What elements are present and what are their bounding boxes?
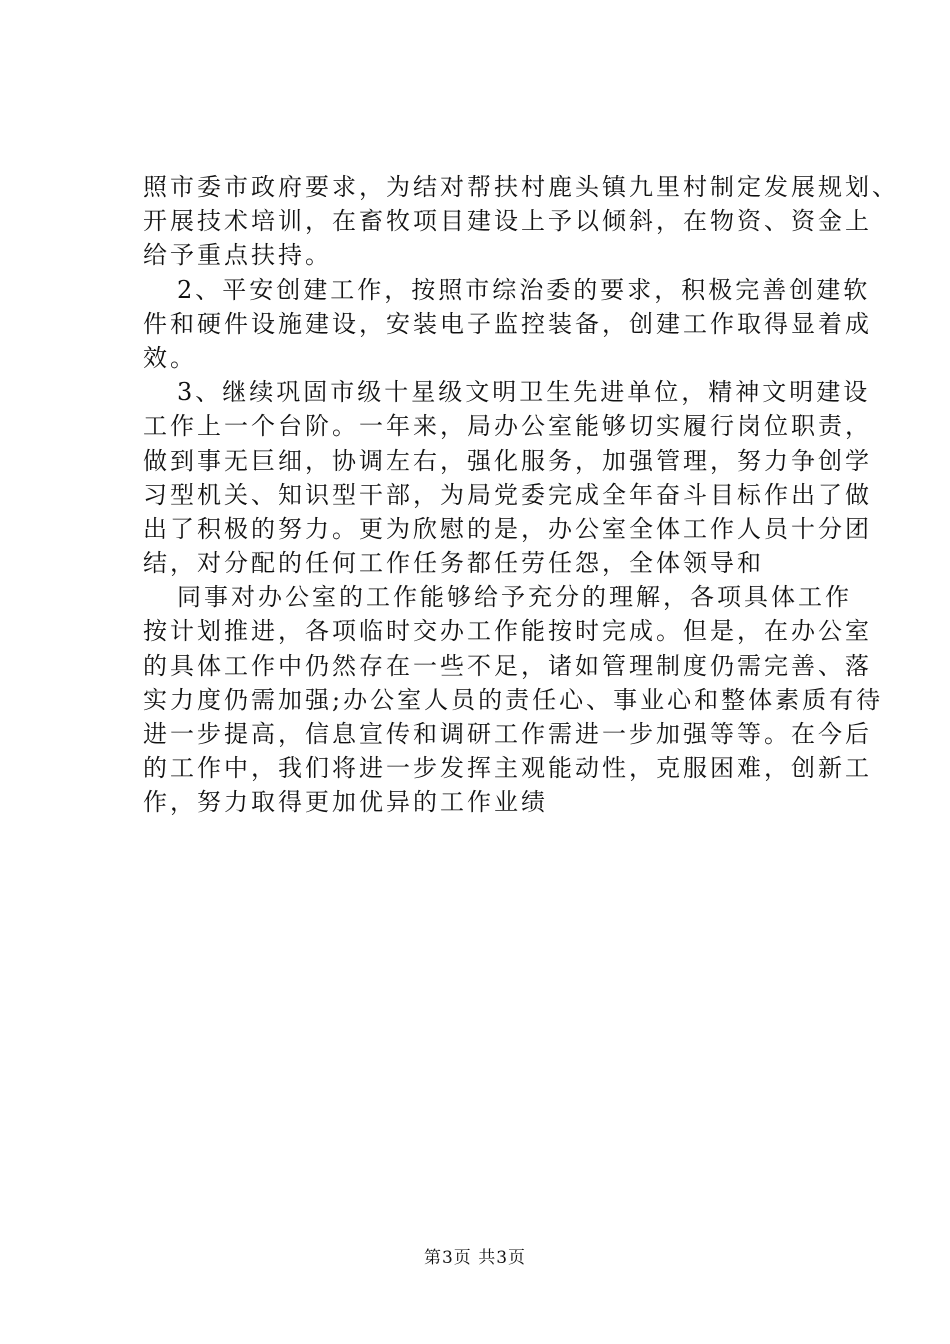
text-line: 的工作中，我们将进一步发挥主观能动性，克服困难，创新工 (143, 754, 872, 783)
text-line: 给予重点扶持。 (143, 241, 332, 270)
text-line: 做到事无巨细，协调左右，强化服务，加强管理，努力争创学 (143, 446, 872, 475)
text-line: 件和硬件设施建设，安装电子监控装备，创建工作取得显着成 (143, 309, 872, 338)
text-line: 结，对分配的任何工作任务都任劳任怨，全体领导和 (143, 549, 764, 578)
text-line: 2、平安创建工作，按照市综治委的要求，积极完善创建软 (177, 275, 871, 304)
text-line: 工作上一个台阶。一年来，局办公室能够切实履行岗位职责， (143, 412, 872, 441)
text-line: 进一步提高，信息宣传和调研工作需进一步加强等等。在今后 (143, 720, 872, 748)
body-text (143, 170, 899, 820)
text-line: 效。 (143, 343, 197, 372)
text-line: 习型机关、知识型干部，为局党委完成全年奋斗目标作出了做 (143, 480, 872, 509)
text-line: 同事对办公室的工作能够给予充分的理解，各项具体工作 (177, 583, 852, 612)
text-line: 作，努力取得更加优异的工作业绩 (143, 788, 548, 817)
text-line: 开展技术培训，在畜牧项目建设上予以倾斜，在物资、资金上 (143, 207, 872, 236)
text-line: 实力度仍需加强;办公室人员的责任心、事业心和整体素质有待 (143, 685, 884, 714)
text-line: 照市委市政府要求，为结对帮扶村鹿头镇九里村制定发展规划、 (143, 173, 899, 201)
text-line: 按计划推进，各项临时交办工作能按时完成。但是，在办公室 (143, 617, 872, 646)
text-line: 出了积极的努力。更为欣慰的是，办公室全体工作人员十分团 (143, 514, 872, 543)
text-line: 3、继续巩固市级十星级文明卫生先进单位，精神文明建设 (177, 378, 871, 407)
text-line: 的具体工作中仍然存在一些不足，诸如管理制度仍需完善、落 (143, 651, 872, 680)
page-number-footer: 第3页 共3页 (423, 1248, 527, 1268)
